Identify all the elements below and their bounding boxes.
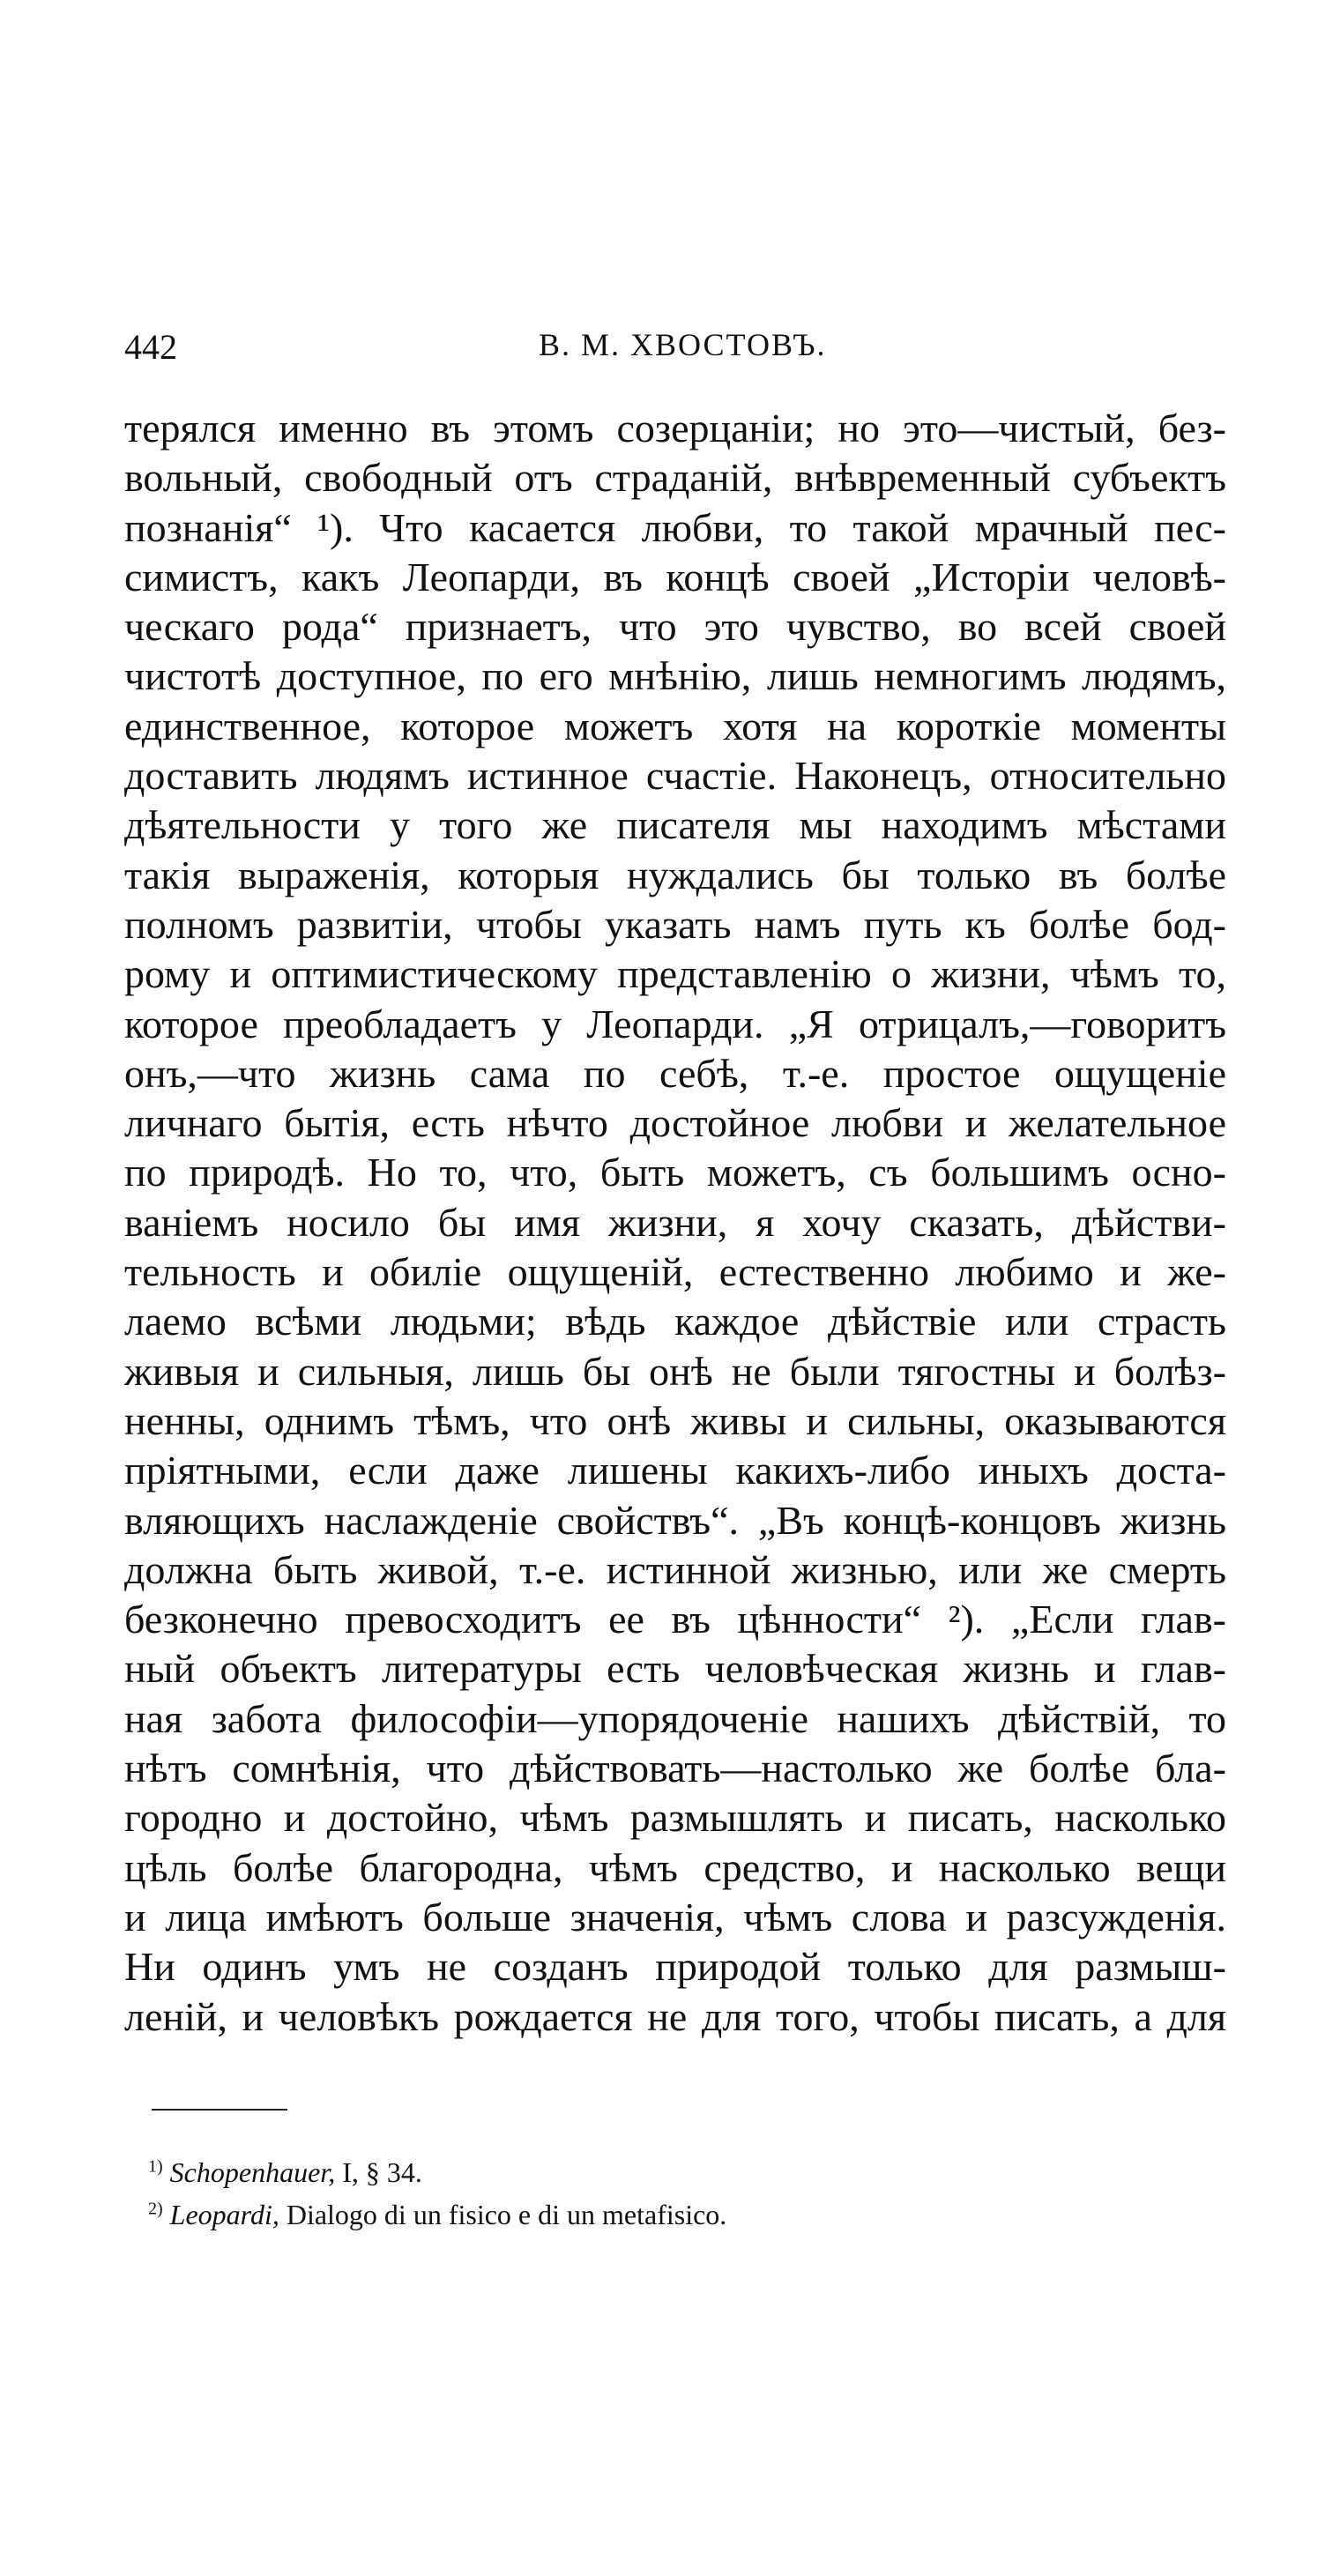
text-line: единственное, которое можетъ хотя на короткіе моменты	[124, 703, 1226, 748]
footnote-text: Dialogo di un fisico e di un metafisico.	[279, 2199, 727, 2230]
text-line: безконечно превосходитъ ее въ цѣнности“ ²). „Если глав-	[124, 1597, 1226, 1642]
text-line: полномъ развитіи, чтобы указать намъ путь къ болѣе бод-	[124, 901, 1226, 947]
text-line: познанія“ ¹). Что касается любви, то такой мрачный пес-	[124, 504, 1226, 550]
text-line: личнаго бытія, есть нѣчто достойное любви и желательное	[124, 1100, 1226, 1146]
text-line: симистъ, какъ Леопарди, въ концѣ своей „Исторіи человѣ-	[124, 554, 1226, 599]
text-line: такія выраженія, которыя нуждались бы только въ болѣе	[124, 852, 1226, 897]
text-line: ная забота философіи—упорядоченіе нашихъ дѣйствій, то	[124, 1695, 1226, 1741]
footnote-mark: 2)	[148, 2199, 163, 2219]
text-line: лаемо всѣми людьми; вѣдь каждое дѣйствіе или страсть	[124, 1299, 1226, 1344]
text-line: чистотѣ доступное, по его мнѣнію, лишь немногимъ людямъ,	[124, 653, 1226, 699]
text-line: тельность и обиліе ощущеній, естественно любимо и же-	[124, 1249, 1226, 1295]
text-line: ческаго рода“ признаетъ, что это чувство, во всей своей	[124, 604, 1226, 650]
text-line: должна быть живой, т.-е. истинной жизнью, или же смерть	[124, 1546, 1226, 1592]
page-header	[124, 326, 1226, 376]
footnote-mark: 1)	[148, 2156, 163, 2177]
text-line: живыя и сильныя, лишь бы онѣ не были тягостны и болѣз-	[124, 1348, 1226, 1394]
footnote-2	[148, 2199, 726, 2231]
text-line: рому и оптимистическому представленію о жизни, чѣмъ то,	[124, 951, 1226, 997]
text-line: ный объектъ литературы есть человѣческая жизнь и глав-	[124, 1646, 1226, 1692]
text-line: доставить людямъ истинное счастіе. Наконецъ, относительно	[124, 753, 1226, 799]
running-title: В. М. ХВОСТОВЪ.	[539, 327, 827, 362]
text-line: и лица имѣютъ больше значенія, чѣмъ слова и разсужденія.	[124, 1894, 1226, 1939]
text-line: ваніемъ носило бы имя жизни, я хочу сказать, дѣйстви-	[124, 1199, 1226, 1245]
text-line: леній, и человѣкъ рождается не для того, чтобы писать, а для	[124, 1993, 1226, 2039]
footnote-text: I, § 34.	[335, 2156, 422, 2188]
text-line: пріятными, если даже лишены какихъ-либо иныхъ доста-	[124, 1448, 1226, 1493]
footnote-divider	[152, 2109, 287, 2111]
text-line: вляющихъ наслажденіе свойствъ“. „Въ концѣ-концовъ жизнь	[124, 1497, 1226, 1543]
footnote-1	[148, 2156, 422, 2189]
text-line: терялся именно въ этомъ созерцаніи; но это—чистый, без-	[124, 406, 1226, 450]
text-line: городно и достойно, чѣмъ размышлять и писать, насколько	[124, 1795, 1226, 1841]
text-line: вольный, свободный отъ страданій, внѣвременный субъектъ	[124, 455, 1226, 501]
text-line: нѣтъ сомнѣнія, что дѣйствовать—настолько же болѣе бла-	[124, 1746, 1226, 1791]
text-line: дѣятельности у того же писателя мы находимъ мѣстами	[124, 802, 1226, 848]
text-line: цѣль болѣе благородна, чѣмъ средство, и насколько вещи	[124, 1844, 1226, 1890]
footnote-author: Leopardi,	[169, 2199, 279, 2230]
text-line: ненны, однимъ тѣмъ, что онѣ живы и сильны, оказываются	[124, 1397, 1226, 1443]
footnote-author: Schopenhauer,	[169, 2156, 336, 2188]
page-number: 442	[124, 327, 177, 367]
text-line: онъ,—что жизнь сама по себѣ, т.-е. простое ощущеніе	[124, 1050, 1226, 1096]
text-line: по природѣ. Но то, что, быть можетъ, съ большимъ осно-	[124, 1150, 1226, 1195]
body-text	[124, 404, 1226, 2042]
text-line: Ни одинъ умъ не созданъ природой только для размыш-	[124, 1944, 1226, 1990]
text-line: которое преобладаетъ у Леопарди. „Я отрицалъ,—говоритъ	[124, 1001, 1226, 1046]
